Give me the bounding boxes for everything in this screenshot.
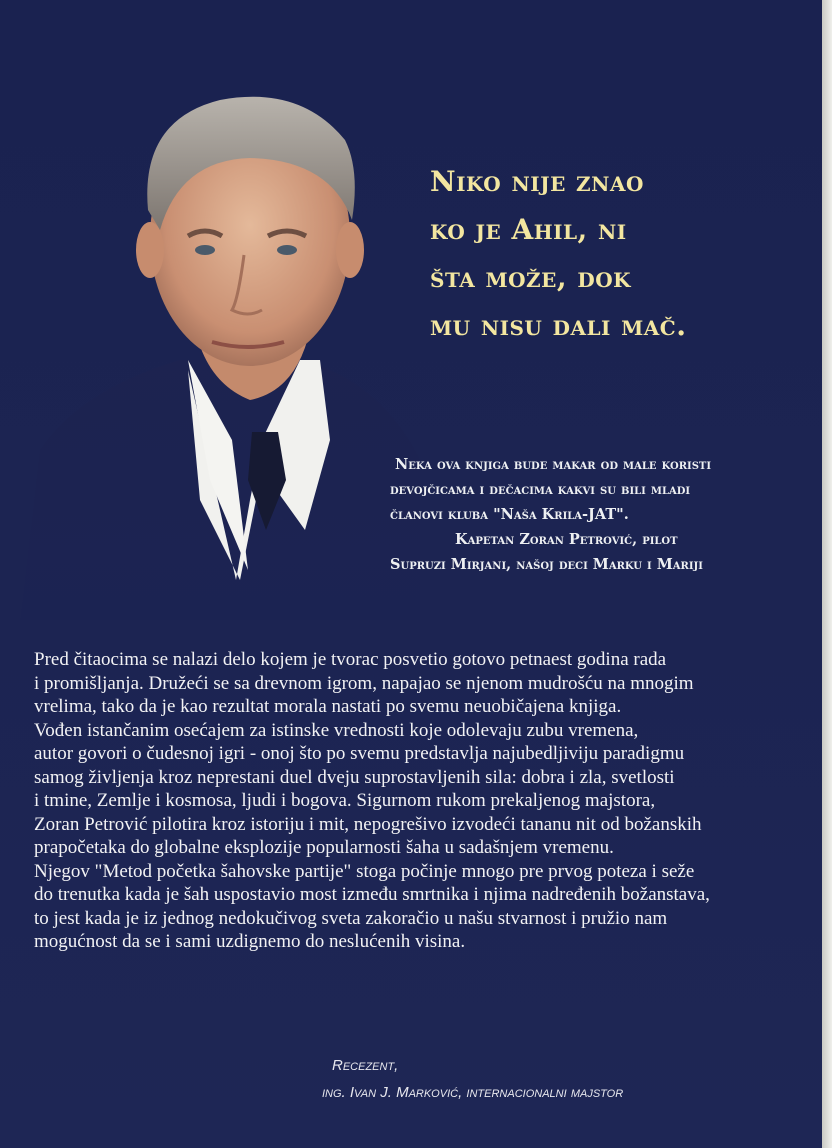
text-line: Njegov "Metod početka šahovske partije" stoga počinje mnogo pre prvog poteza i seže xyxy=(34,860,695,882)
text-line: i tmine, Zemlje i kosmosa, ljudi i bogova. Sigurnom rukom prekaljenog majstora, xyxy=(34,790,656,811)
text-line: to jest kada je iz jednog nedokučivog sveta zakoračio u našu stvarnost i pružio nam xyxy=(34,907,668,929)
text-line: do trenutka kada je šah uspostavio most između smrtnika i njima nadređenih božanstava, xyxy=(34,884,710,905)
page-edge xyxy=(822,0,832,1148)
text-line: vrelima, tako da je kao rezultat morala nastati po svemu neuobičajena knjiga. xyxy=(34,696,622,717)
text-line: Zoran Petrović pilotira kroz istoriju i mit, nepogrešivo izvodeći tananu nit od božanskih xyxy=(34,813,702,835)
dedication xyxy=(380,452,810,577)
reviewer-name: ing. Ivan J. Marković, internacionalni majstor xyxy=(322,1084,624,1101)
reviewer-signature xyxy=(322,1052,802,1106)
quote-line: ko je Ahil, ni xyxy=(430,213,627,246)
text-line: mogućnost da se i sami uzdignemo do neslućenih visina. xyxy=(34,931,466,952)
review-text xyxy=(34,648,804,954)
dedication-family: Supruzi Mirjani, našoj deci Marku i Mariji xyxy=(390,556,703,573)
dedication-line: članovi kluba "Naša Krila-JAT". xyxy=(390,506,629,523)
text-line: samog življenja kroz neprestani duel dveju suprostavljenih sila: dobra i zla, svetlosti xyxy=(34,766,675,788)
text-line: i promišljanja. Družeći se sa drevnom igrom, napajao se njenom mudrošću na mnogim xyxy=(34,672,694,694)
quote-line: mu nisu dali mač. xyxy=(430,309,687,342)
dedication-line: Neka ova knjiga bude makar od male koristi xyxy=(395,456,712,473)
text-line: autor govori o čudesnoj igri - onoj što po svemu predstavlja najubedljiviju paradigmu xyxy=(34,743,685,764)
author-portrait xyxy=(0,60,420,620)
text-line: Vođen istančanim osećajem za istinske vrednosti koje odolevaju zubu vremena, xyxy=(34,719,639,741)
dedication-author: Kapetan Zoran Petrović, pilot xyxy=(455,531,678,548)
quote-line: Niko nije znao xyxy=(430,165,644,198)
quote xyxy=(430,158,810,350)
text-line: prapočetaka do globalne eksplozije popularnosti šaha u sadašnjem vremenu. xyxy=(34,837,614,858)
dedication-line: devojčicama i dečacima kakvi su bili mladi xyxy=(390,481,691,498)
reviewer-title: Recezent, xyxy=(332,1057,399,1074)
quote-line: šta može, dok xyxy=(430,261,632,294)
text-line: Pred čitaocima se nalazi delo kojem je tvorac posvetio gotovo petnaest godina rada xyxy=(34,649,667,670)
